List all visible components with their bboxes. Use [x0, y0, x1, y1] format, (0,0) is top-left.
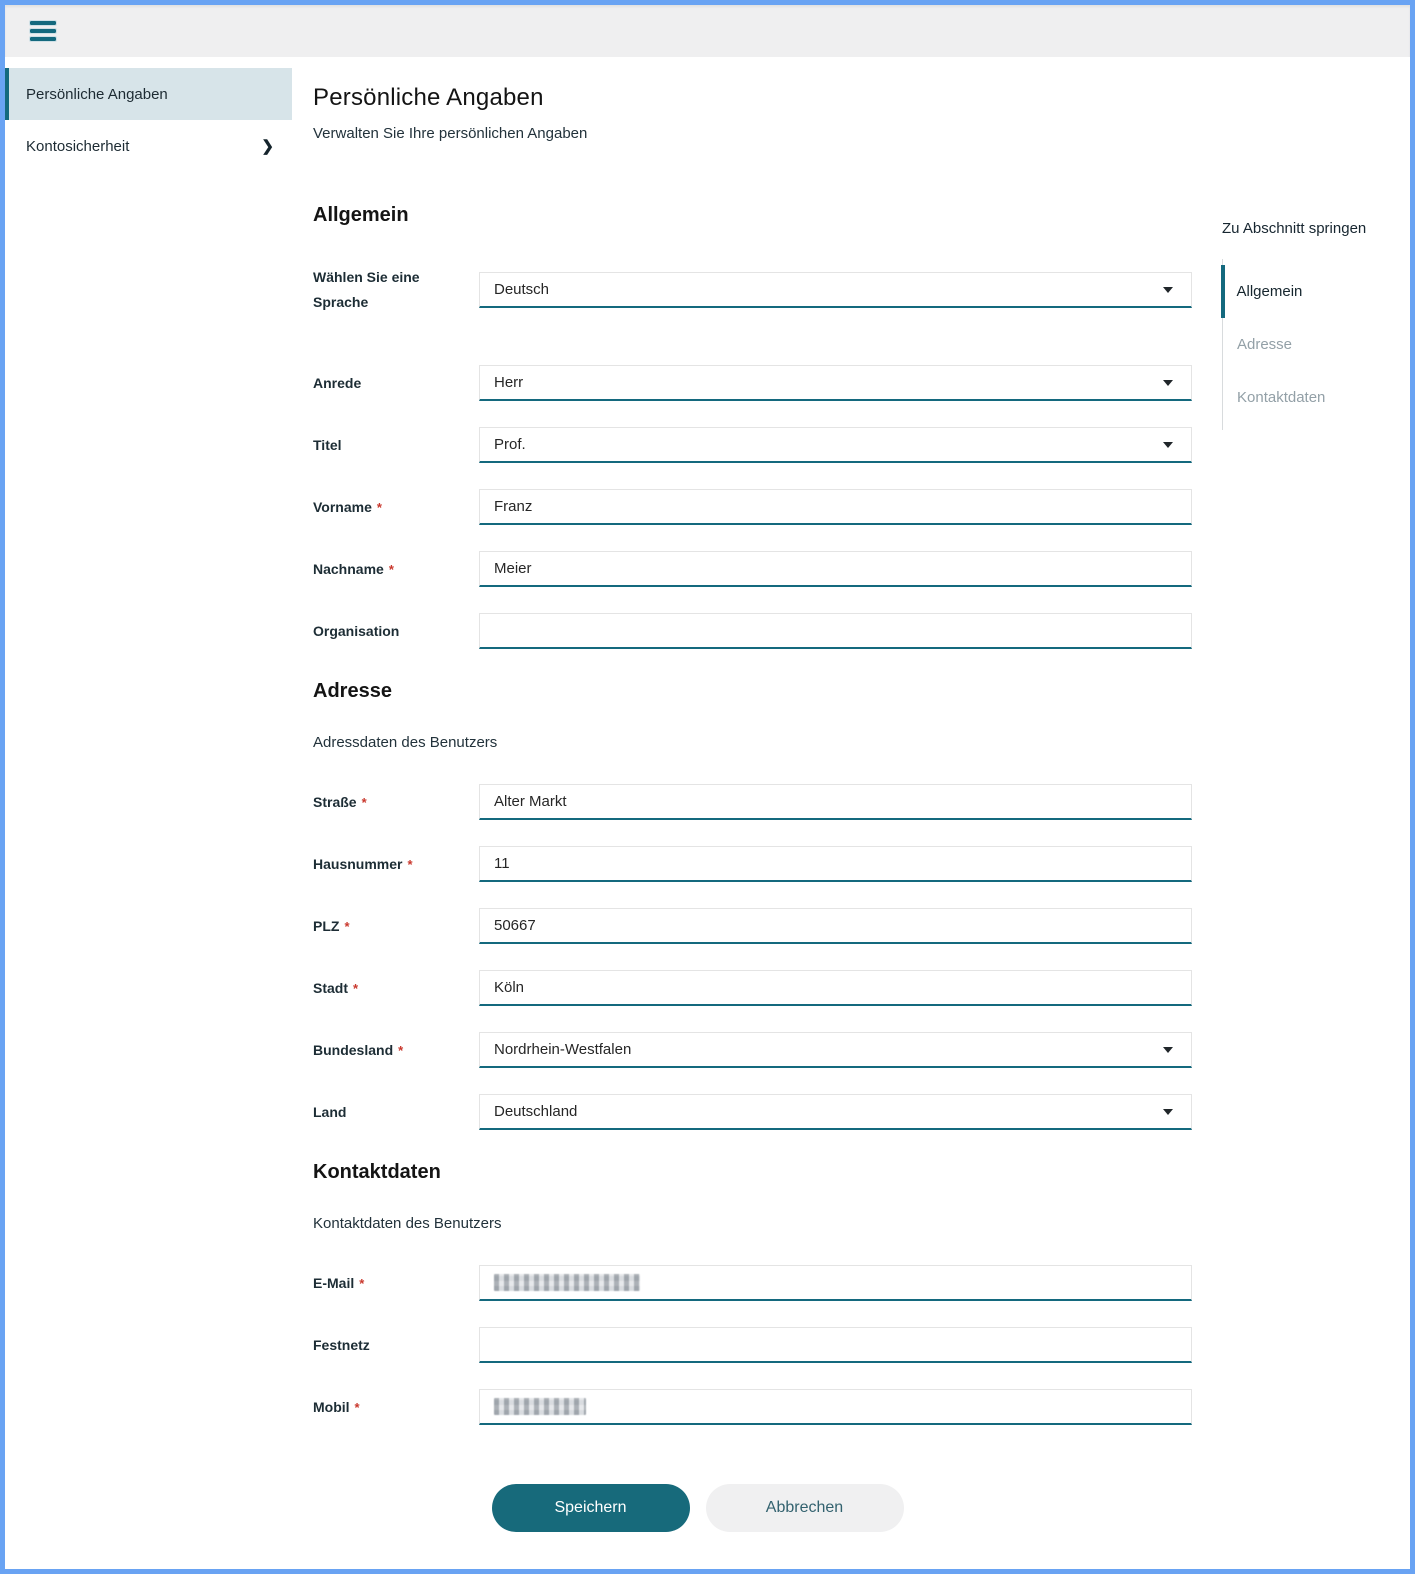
form-actions: [313, 1484, 1192, 1532]
mobil-input[interactable]: [479, 1389, 1192, 1425]
required-marker: *: [359, 1275, 365, 1291]
vorname-input[interactable]: [479, 489, 1192, 525]
hausnummer-input[interactable]: [479, 846, 1192, 882]
sidebar-item-persoenliche-angaben[interactable]: [5, 68, 292, 120]
selected-value: Prof.: [494, 436, 526, 454]
field-label: Wählen Sie eine Sprache: [313, 269, 420, 311]
required-marker: *: [388, 561, 394, 577]
field-row-email: [313, 1265, 1192, 1301]
selected-value: Herr: [494, 374, 524, 392]
email-input[interactable]: [479, 1265, 1192, 1301]
field-row-sprache: [313, 265, 1192, 315]
field-row-nachname: [313, 551, 1192, 587]
land-select[interactable]: [479, 1094, 1192, 1130]
section-heading-adresse: Adresse: [313, 680, 392, 703]
field-row-festnetz: [313, 1327, 1192, 1363]
bundesland-select[interactable]: [479, 1032, 1192, 1068]
field-row-hausnummer: [313, 846, 1192, 882]
hamburger-menu-icon[interactable]: [28, 17, 58, 45]
field-row-vorname: [313, 489, 1192, 525]
sidebar: [5, 57, 292, 1569]
anrede-select[interactable]: [479, 365, 1192, 401]
plz-input[interactable]: [479, 908, 1192, 944]
required-marker: *: [398, 1042, 404, 1058]
personal-data-form: [313, 204, 1192, 1532]
dropdown-arrow-icon: [1163, 442, 1173, 448]
chevron-right-icon: ❯: [261, 138, 274, 155]
sidebar-item-label: Persönliche Angaben: [26, 85, 168, 103]
jump-nav-item-adresse[interactable]: Adresse: [1237, 336, 1293, 353]
jump-nav-list: [1222, 259, 1390, 430]
section-heading-kontaktdaten: Kontaktdaten: [313, 1161, 441, 1184]
field-label: Bundesland *: [313, 1041, 404, 1058]
strasse-input[interactable]: [479, 784, 1192, 820]
field-label: Anrede: [313, 374, 362, 391]
field-label: Nachname *: [313, 560, 394, 577]
stadt-input[interactable]: [479, 970, 1192, 1006]
field-label: E-Mail *: [313, 1274, 365, 1291]
field-label: Mobil *: [313, 1398, 360, 1415]
email-value-redacted: [494, 1274, 640, 1291]
nachname-input[interactable]: [479, 551, 1192, 587]
dropdown-arrow-icon: [1163, 1109, 1173, 1115]
selected-value: Deutschland: [494, 1103, 578, 1121]
field-label: Hausnummer *: [313, 855, 413, 872]
titel-select[interactable]: [479, 427, 1192, 463]
dropdown-arrow-icon: [1163, 287, 1173, 293]
field-label: Organisation: [313, 622, 400, 639]
field-row-plz: [313, 908, 1192, 944]
section-description-kontaktdaten: Kontaktdaten des Benutzers: [313, 1215, 502, 1233]
selected-value: Nordrhein-Westfalen: [494, 1041, 632, 1059]
top-bar: [5, 5, 1410, 57]
field-row-land: [313, 1094, 1192, 1130]
field-label: PLZ *: [313, 917, 350, 934]
field-row-anrede: [313, 365, 1192, 401]
festnetz-input[interactable]: [479, 1327, 1192, 1363]
field-row-stadt: [313, 970, 1192, 1006]
sprache-select[interactable]: [479, 272, 1192, 308]
field-label: Vorname *: [313, 498, 382, 515]
dropdown-arrow-icon: [1163, 1047, 1173, 1053]
field-row-titel: [313, 427, 1192, 463]
field-row-mobil: [313, 1389, 1192, 1425]
jump-nav-item-allgemein[interactable]: Allgemein: [1221, 265, 1391, 318]
section-heading-allgemein: Allgemein: [313, 204, 409, 226]
field-label: Titel: [313, 436, 342, 453]
organisation-input[interactable]: [479, 613, 1192, 649]
field-label: Stadt *: [313, 979, 359, 996]
required-marker: *: [361, 794, 367, 810]
page-title: Persönliche Angaben: [313, 84, 544, 111]
required-marker: *: [344, 918, 350, 934]
dropdown-arrow-icon: [1163, 380, 1173, 386]
page-subtitle: Verwalten Sie Ihre persönlichen Angaben: [313, 125, 588, 142]
required-marker: *: [407, 856, 413, 872]
mobil-value-redacted: [494, 1398, 586, 1415]
jump-to-section-nav: [1222, 220, 1390, 430]
required-marker: *: [353, 980, 359, 996]
selected-value: Deutsch: [494, 281, 550, 299]
cancel-button[interactable]: Abbrechen: [706, 1484, 904, 1532]
jump-nav-item-kontaktdaten[interactable]: Kontaktdaten: [1237, 389, 1326, 406]
field-row-organisation: [313, 613, 1192, 649]
field-row-bundesland: [313, 1032, 1192, 1068]
field-label: Land: [313, 1103, 347, 1120]
jump-nav-heading: Zu Abschnitt springen: [1222, 220, 1367, 237]
sidebar-item-label: Kontosicherheit: [26, 137, 130, 155]
sidebar-item-kontosicherheit[interactable]: [5, 120, 292, 172]
field-row-strasse: [313, 784, 1192, 820]
save-button[interactable]: Speichern: [492, 1484, 690, 1532]
required-marker: *: [354, 1399, 360, 1415]
field-label: Straße *: [313, 793, 367, 810]
section-description-adresse: Adressdaten des Benutzers: [313, 734, 498, 752]
required-marker: *: [376, 499, 382, 515]
field-label: Festnetz: [313, 1336, 370, 1353]
main-content: [292, 57, 1410, 1569]
